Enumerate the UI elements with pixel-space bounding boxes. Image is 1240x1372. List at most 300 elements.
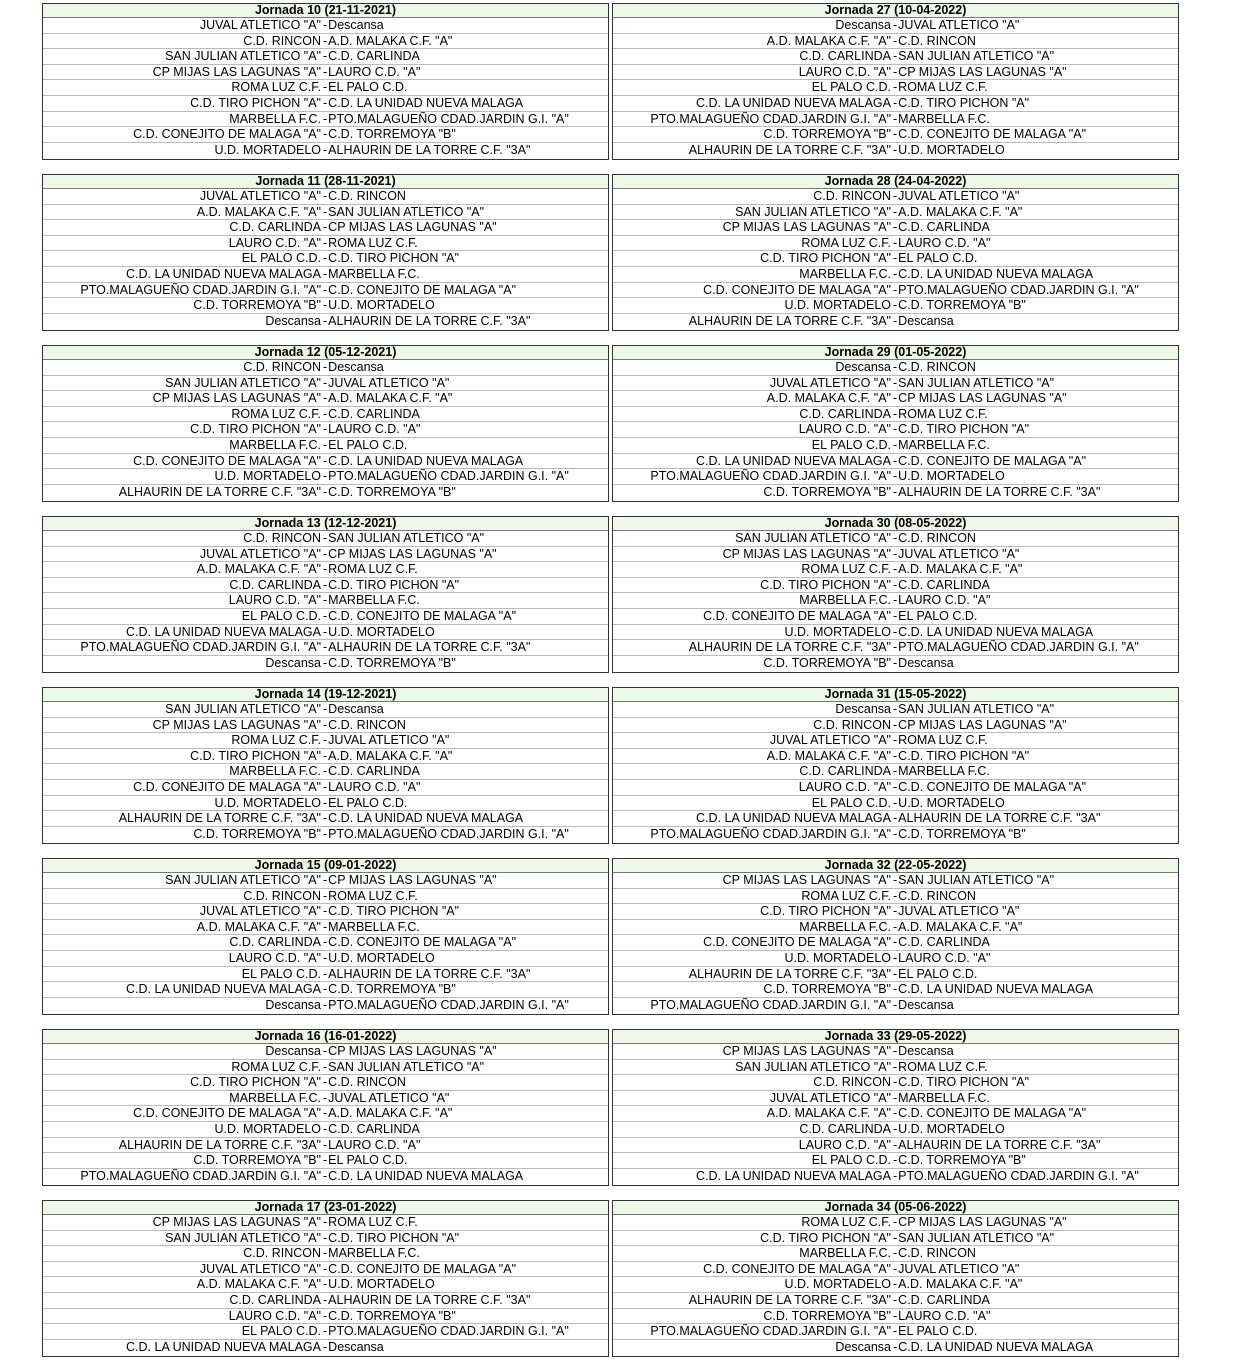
away-team: PTO.MALAGUEÑO CDAD.JARDIN G.I. "A": [328, 469, 569, 484]
away-team: ROMA LUZ C.F.: [898, 1059, 988, 1074]
home-team: JUVAL ATLETICO "A": [769, 1090, 891, 1105]
versus-separator: -: [893, 1261, 898, 1276]
home-team: SAN JULIAN ATLETICO "A": [165, 1230, 321, 1245]
home-team: ALHAURIN DE LA TORRE C.F. "3A": [688, 966, 891, 981]
versus-separator: -: [893, 562, 898, 577]
match-row: [613, 1122, 1178, 1138]
home-team: C.D. LA UNIDAD NUEVA MALAGA: [126, 982, 321, 997]
home-team: A.D. MALAKA C.F. "A": [196, 204, 321, 219]
match-row: [613, 469, 1178, 485]
home-team: PTO.MALAGUEÑO CDAD.JARDIN G.I. "A": [650, 1324, 891, 1339]
versus-separator: -: [893, 1168, 898, 1183]
home-team: ROMA LUZ C.F.: [801, 888, 891, 903]
versus-separator: -: [893, 18, 898, 32]
match-row: [613, 1075, 1178, 1091]
away-team: CP MIJAS LAS LAGUNAS "A": [898, 64, 1067, 79]
versus-separator: -: [323, 531, 328, 545]
match-row: [43, 873, 608, 889]
versus-separator: -: [323, 266, 328, 281]
away-team: C.D. LA UNIDAD NUEVA MALAGA: [898, 1339, 1094, 1354]
away-team: ROMA LUZ C.F.: [328, 562, 418, 577]
versus-separator: -: [893, 546, 898, 561]
home-team: LAURO C.D. "A": [798, 779, 891, 794]
versus-separator: -: [893, 1121, 898, 1136]
away-team: CP MIJAS LAS LAGUNAS "A": [898, 717, 1067, 732]
versus-separator: -: [893, 531, 898, 545]
home-team: Descansa: [265, 313, 321, 328]
away-team: C.D. TORREMOYA "B": [328, 1308, 456, 1323]
home-team: C.D. TORREMOYA "B": [763, 982, 891, 997]
home-team: C.D. LA UNIDAD NUEVA MALAGA: [126, 624, 321, 639]
match-row: [43, 112, 608, 128]
versus-separator: -: [893, 453, 898, 468]
match-row: [613, 547, 1178, 563]
home-team: SAN JULIAN ATLETICO "A": [165, 49, 321, 64]
versus-separator: -: [323, 1292, 328, 1307]
versus-separator: -: [323, 546, 328, 561]
away-team: SAN JULIAN ATLETICO "A": [898, 873, 1055, 887]
home-team: SAN JULIAN ATLETICO "A": [735, 531, 891, 545]
versus-separator: -: [323, 655, 328, 670]
match-row: [613, 189, 1178, 205]
left-round-table: [42, 345, 609, 502]
away-team: ROMA LUZ C.F.: [328, 1215, 418, 1229]
home-team: LAURO C.D. "A": [228, 1308, 321, 1323]
round-pair: [42, 858, 1179, 1015]
home-team: JUVAL ATLETICO "A": [769, 733, 891, 748]
versus-separator: -: [323, 717, 328, 732]
away-team: C.D. LA UNIDAD NUEVA MALAGA: [328, 811, 524, 826]
home-team: LAURO C.D. "A": [228, 950, 321, 965]
versus-separator: -: [893, 1090, 898, 1105]
away-team: A.D. MALAKA C.F. "A": [328, 1106, 453, 1121]
right-round-table: [612, 174, 1179, 331]
match-row: [43, 189, 608, 205]
away-team: LAURO C.D. "A": [898, 950, 991, 965]
home-team: PTO.MALAGUEÑO CDAD.JARDIN G.I. "A": [650, 826, 891, 841]
home-team: C.D. LA UNIDAD NUEVA MALAGA: [126, 266, 321, 281]
match-row: [43, 1138, 608, 1154]
round-pair: [42, 3, 1179, 160]
home-team: ALHAURIN DE LA TORRE C.F. "3A": [118, 811, 321, 826]
away-team: C.D. CARLINDA: [898, 220, 990, 235]
match-row: [613, 1091, 1178, 1107]
match-row: [43, 298, 608, 314]
home-team: C.D. LA UNIDAD NUEVA MALAGA: [696, 811, 891, 826]
match-row: [43, 1309, 608, 1325]
away-team: C.D. TIRO PICHON "A": [328, 1230, 460, 1245]
versus-separator: -: [323, 437, 328, 452]
away-team: C.D. TIRO PICHON "A": [898, 95, 1030, 110]
versus-separator: -: [893, 640, 898, 655]
away-team: CP MIJAS LAS LAGUNAS "A": [898, 391, 1067, 406]
versus-separator: -: [323, 18, 328, 32]
away-team: LAURO C.D. "A": [328, 422, 421, 437]
away-team: C.D. CARLINDA: [328, 764, 420, 779]
versus-separator: -: [893, 220, 898, 235]
versus-separator: -: [893, 360, 898, 374]
away-team: CP MIJAS LAS LAGUNAS "A": [328, 220, 497, 235]
match-row: [43, 18, 608, 34]
match-row: [43, 562, 608, 578]
match-row: [43, 220, 608, 236]
versus-separator: -: [893, 127, 898, 142]
away-team: C.D. CARLINDA: [898, 1292, 990, 1307]
home-team: CP MIJAS LAS LAGUNAS "A": [722, 1044, 891, 1058]
home-team: ALHAURIN DE LA TORRE C.F. "3A": [688, 142, 891, 157]
match-row: [43, 236, 608, 252]
away-team: C.D. TORREMOYA "B": [328, 127, 456, 142]
match-row: [613, 1060, 1178, 1076]
versus-separator: -: [893, 266, 898, 281]
away-team: C.D. RINCON: [898, 1246, 976, 1261]
versus-separator: -: [323, 282, 328, 297]
away-team: MARBELLA F.C.: [898, 437, 990, 452]
home-team: LAURO C.D. "A": [228, 235, 321, 250]
match-row: [43, 749, 608, 765]
home-team: EL PALO C.D.: [241, 608, 321, 623]
match-row: [43, 904, 608, 920]
match-row: [613, 454, 1178, 470]
home-team: C.D. RINCON: [243, 1246, 321, 1261]
match-row: [43, 1044, 608, 1060]
home-team: MARBELLA F.C.: [229, 437, 321, 452]
round-pair: [42, 174, 1179, 331]
away-team: LAURO C.D. "A": [898, 235, 991, 250]
match-row: [613, 407, 1178, 423]
match-row: [613, 251, 1178, 267]
away-team: U.D. MORTADELO: [898, 795, 1005, 810]
versus-separator: -: [893, 888, 898, 903]
match-row: [613, 1340, 1178, 1356]
away-team: MARBELLA F.C.: [328, 593, 420, 608]
home-team: SAN JULIAN ATLETICO "A": [735, 204, 891, 219]
away-team: Descansa: [898, 997, 954, 1012]
home-team: U.D. MORTADELO: [784, 1277, 891, 1292]
match-row: [613, 873, 1178, 889]
versus-separator: -: [323, 251, 328, 266]
away-team: C.D. TORREMOYA "B": [328, 484, 456, 499]
home-team: U.D. MORTADELO: [214, 469, 321, 484]
home-team: EL PALO C.D.: [241, 1324, 321, 1339]
versus-separator: -: [893, 873, 898, 887]
match-row: [613, 1277, 1178, 1293]
away-team: A.D. MALAKA C.F. "A": [898, 204, 1023, 219]
away-team: U.D. MORTADELO: [898, 142, 1005, 157]
home-team: Descansa: [265, 1044, 321, 1058]
match-row: [613, 376, 1178, 392]
home-team: EL PALO C.D.: [811, 795, 891, 810]
away-team: SAN JULIAN ATLETICO "A": [328, 1059, 485, 1074]
home-team: C.D. CARLINDA: [799, 49, 891, 64]
away-team: JUVAL ATLETICO "A": [898, 18, 1020, 32]
home-team: C.D. TORREMOYA "B": [763, 655, 891, 670]
versus-separator: -: [893, 406, 898, 421]
match-row: [613, 1262, 1178, 1278]
versus-separator: -: [893, 1277, 898, 1292]
away-team: C.D. TORREMOYA "B": [898, 826, 1026, 841]
home-team: ALHAURIN DE LA TORRE C.F. "3A": [118, 484, 321, 499]
match-row: [613, 96, 1178, 112]
match-row: [43, 314, 608, 330]
match-row: [613, 951, 1178, 967]
home-team: C.D. CARLINDA: [229, 935, 321, 950]
right-round-table: [612, 1029, 1179, 1186]
versus-separator: -: [323, 577, 328, 592]
away-team: CP MIJAS LAS LAGUNAS "A": [328, 1044, 497, 1058]
versus-separator: -: [323, 764, 328, 779]
match-row: [613, 796, 1178, 812]
match-row: [613, 764, 1178, 780]
home-team: ALHAURIN DE LA TORRE C.F. "3A": [688, 1292, 891, 1307]
away-team: PTO.MALAGUEÑO CDAD.JARDIN G.I. "A": [328, 1324, 569, 1339]
home-team: C.D. LA UNIDAD NUEVA MALAGA: [696, 453, 891, 468]
match-row: [43, 593, 608, 609]
home-team: EL PALO C.D.: [811, 437, 891, 452]
versus-separator: -: [323, 406, 328, 421]
away-team: LAURO C.D. "A": [328, 1137, 421, 1152]
versus-separator: -: [893, 189, 898, 203]
versus-separator: -: [893, 1324, 898, 1339]
home-team: LAURO C.D. "A": [798, 1137, 891, 1152]
round-title: Jornada 11 (28-11-2021): [43, 175, 608, 189]
match-row: [613, 625, 1178, 641]
versus-separator: -: [323, 1137, 328, 1152]
match-row: [43, 547, 608, 563]
away-team: PTO.MALAGUEÑO CDAD.JARDIN G.I. "A": [328, 997, 569, 1012]
home-team: ROMA LUZ C.F.: [231, 733, 321, 748]
round-title: Jornada 29 (01-05-2022): [613, 346, 1178, 360]
match-row: [43, 1293, 608, 1309]
match-row: [613, 1215, 1178, 1231]
match-row: [613, 1309, 1178, 1325]
home-team: C.D. TIRO PICHON "A": [760, 904, 891, 919]
home-team: C.D. TIRO PICHON "A": [760, 251, 891, 266]
away-team: Descansa: [328, 18, 384, 32]
match-row: [43, 360, 608, 376]
home-team: C.D. RINCON: [813, 717, 891, 732]
home-team: Descansa: [835, 1339, 891, 1354]
away-team: PTO.MALAGUEÑO CDAD.JARDIN G.I. "A": [898, 282, 1139, 297]
home-team: CP MIJAS LAS LAGUNAS "A": [152, 1215, 321, 1229]
versus-separator: -: [323, 64, 328, 79]
home-team: C.D. RINCON: [243, 531, 321, 545]
match-row: [613, 127, 1178, 143]
away-team: C.D. CONEJITO DE MALAGA "A": [898, 453, 1087, 468]
versus-separator: -: [893, 111, 898, 126]
home-team: C.D. CONEJITO DE MALAGA "A": [133, 1106, 321, 1121]
match-row: [43, 982, 608, 998]
home-team: C.D. TIRO PICHON "A": [190, 422, 321, 437]
versus-separator: -: [893, 795, 898, 810]
away-team: U.D. MORTADELO: [898, 469, 1005, 484]
versus-separator: -: [323, 997, 328, 1012]
match-row: [43, 967, 608, 983]
versus-separator: -: [323, 608, 328, 623]
match-row: [43, 80, 608, 96]
round-pair: [42, 687, 1179, 844]
versus-separator: -: [323, 1090, 328, 1105]
away-team: C.D. CARLINDA: [898, 935, 990, 950]
versus-separator: -: [893, 1292, 898, 1307]
round-title: Jornada 34 (05-06-2022): [613, 1201, 1178, 1215]
home-team: C.D. LA UNIDAD NUEVA MALAGA: [696, 1168, 891, 1183]
home-team: CP MIJAS LAS LAGUNAS "A": [152, 717, 321, 732]
match-row: [613, 1293, 1178, 1309]
match-row: [43, 1075, 608, 1091]
versus-separator: -: [323, 1277, 328, 1292]
away-team: C.D. TIRO PICHON "A": [328, 577, 460, 592]
round-title: Jornada 15 (09-01-2022): [43, 859, 608, 873]
away-team: MARBELLA F.C.: [328, 1246, 420, 1261]
versus-separator: -: [893, 391, 898, 406]
versus-separator: -: [893, 80, 898, 95]
versus-separator: -: [893, 935, 898, 950]
away-team: PTO.MALAGUEÑO CDAD.JARDIN G.I. "A": [898, 1168, 1139, 1183]
match-row: [43, 1122, 608, 1138]
versus-separator: -: [323, 904, 328, 919]
away-team: C.D. TORREMOYA "B": [898, 1153, 1026, 1168]
home-team: ALHAURIN DE LA TORRE C.F. "3A": [118, 1137, 321, 1152]
right-round-table: [612, 1200, 1179, 1357]
home-team: MARBELLA F.C.: [229, 1090, 321, 1105]
versus-separator: -: [323, 593, 328, 608]
right-round-table: [612, 3, 1179, 160]
match-row: [43, 718, 608, 734]
versus-separator: -: [893, 826, 898, 841]
versus-separator: -: [893, 1215, 898, 1229]
left-round-table: [42, 174, 609, 331]
versus-separator: -: [323, 562, 328, 577]
away-team: MARBELLA F.C.: [898, 764, 990, 779]
match-row: [43, 1091, 608, 1107]
home-team: LAURO C.D. "A": [798, 422, 891, 437]
home-team: SAN JULIAN ATLETICO "A": [165, 873, 321, 887]
away-team: C.D. CARLINDA: [328, 406, 420, 421]
home-team: ROMA LUZ C.F.: [231, 1059, 321, 1074]
round-title: Jornada 12 (05-12-2021): [43, 346, 608, 360]
versus-separator: -: [323, 702, 328, 716]
home-team: PTO.MALAGUEÑO CDAD.JARDIN G.I. "A": [80, 640, 321, 655]
round-title: Jornada 28 (24-04-2022): [613, 175, 1178, 189]
match-row: [43, 998, 608, 1014]
match-row: [43, 827, 608, 843]
versus-separator: -: [323, 422, 328, 437]
away-team: C.D. LA UNIDAD NUEVA MALAGA: [328, 1168, 524, 1183]
match-row: [43, 251, 608, 267]
away-team: C.D. CARLINDA: [898, 577, 990, 592]
away-team: C.D. LA UNIDAD NUEVA MALAGA: [328, 453, 524, 468]
versus-separator: -: [323, 469, 328, 484]
home-team: CP MIJAS LAS LAGUNAS "A": [152, 64, 321, 79]
left-round-table: [42, 858, 609, 1015]
home-team: C.D. TORREMOYA "B": [763, 127, 891, 142]
match-row: [613, 531, 1178, 547]
home-team: A.D. MALAKA C.F. "A": [196, 919, 321, 934]
home-team: A.D. MALAKA C.F. "A": [196, 1277, 321, 1292]
right-round-table: [612, 516, 1179, 673]
round-title: Jornada 17 (23-01-2022): [43, 1201, 608, 1215]
versus-separator: -: [893, 748, 898, 763]
match-row: [613, 18, 1178, 34]
home-team: C.D. CONEJITO DE MALAGA "A": [133, 453, 321, 468]
versus-separator: -: [323, 1324, 328, 1339]
match-row: [613, 438, 1178, 454]
versus-separator: -: [893, 375, 898, 390]
versus-separator: -: [893, 204, 898, 219]
away-team: C.D. CONEJITO DE MALAGA "A": [328, 935, 517, 950]
home-team: EL PALO C.D.: [241, 966, 321, 981]
versus-separator: -: [323, 1308, 328, 1323]
round-pair: [42, 1029, 1179, 1186]
match-row: [43, 935, 608, 951]
away-team: C.D. CARLINDA: [328, 1121, 420, 1136]
home-team: Descansa: [835, 702, 891, 716]
match-row: [613, 220, 1178, 236]
home-team: PTO.MALAGUEÑO CDAD.JARDIN G.I. "A": [650, 997, 891, 1012]
versus-separator: -: [323, 935, 328, 950]
left-round-table: [42, 1200, 609, 1357]
match-row: [613, 65, 1178, 81]
home-team: C.D. CONEJITO DE MALAGA "A": [703, 1261, 891, 1276]
home-team: C.D. RINCON: [813, 1075, 891, 1090]
match-row: [613, 143, 1178, 159]
versus-separator: -: [323, 127, 328, 142]
match-row: [613, 485, 1178, 501]
match-row: [43, 796, 608, 812]
match-row: [613, 562, 1178, 578]
away-team: ALHAURIN DE LA TORRE C.F. "3A": [898, 1137, 1101, 1152]
match-row: [43, 96, 608, 112]
match-row: [613, 1324, 1178, 1340]
versus-separator: -: [323, 640, 328, 655]
match-row: [613, 1044, 1178, 1060]
versus-separator: -: [323, 453, 328, 468]
round-title: Jornada 27 (10-04-2022): [613, 4, 1178, 18]
home-team: PTO.MALAGUEÑO CDAD.JARDIN G.I. "A": [650, 111, 891, 126]
match-row: [43, 407, 608, 423]
away-team: SAN JULIAN ATLETICO "A": [328, 204, 485, 219]
away-team: C.D. RINCON: [328, 717, 406, 732]
home-team: PTO.MALAGUEÑO CDAD.JARDIN G.I. "A": [80, 1168, 321, 1183]
home-team: C.D. CARLINDA: [799, 406, 891, 421]
home-team: C.D. CONEJITO DE MALAGA "A": [133, 127, 321, 142]
right-round-table: [612, 345, 1179, 502]
home-team: MARBELLA F.C.: [799, 266, 891, 281]
match-row: [613, 1231, 1178, 1247]
match-row: [613, 935, 1178, 951]
versus-separator: -: [893, 717, 898, 732]
away-team: PTO.MALAGUEÑO CDAD.JARDIN G.I. "A": [328, 826, 569, 841]
versus-separator: -: [323, 235, 328, 250]
match-row: [613, 1106, 1178, 1122]
home-team: EL PALO C.D.: [811, 80, 891, 95]
match-row: [613, 904, 1178, 920]
away-team: EL PALO C.D.: [898, 608, 978, 623]
match-row: [613, 827, 1178, 843]
away-team: C.D. CONEJITO DE MALAGA "A": [898, 1106, 1087, 1121]
home-team: C.D. CONEJITO DE MALAGA "A": [703, 935, 891, 950]
round-title: Jornada 32 (22-05-2022): [613, 859, 1178, 873]
away-team: ALHAURIN DE LA TORRE C.F. "3A": [898, 811, 1101, 826]
home-team: C.D. TORREMOYA "B": [763, 1308, 891, 1323]
match-row: [613, 298, 1178, 314]
versus-separator: -: [323, 95, 328, 110]
match-row: [43, 1340, 608, 1356]
home-team: C.D. LA UNIDAD NUEVA MALAGA: [126, 1339, 321, 1354]
away-team: C.D. TORREMOYA "B": [328, 655, 456, 670]
versus-separator: -: [323, 1339, 328, 1354]
